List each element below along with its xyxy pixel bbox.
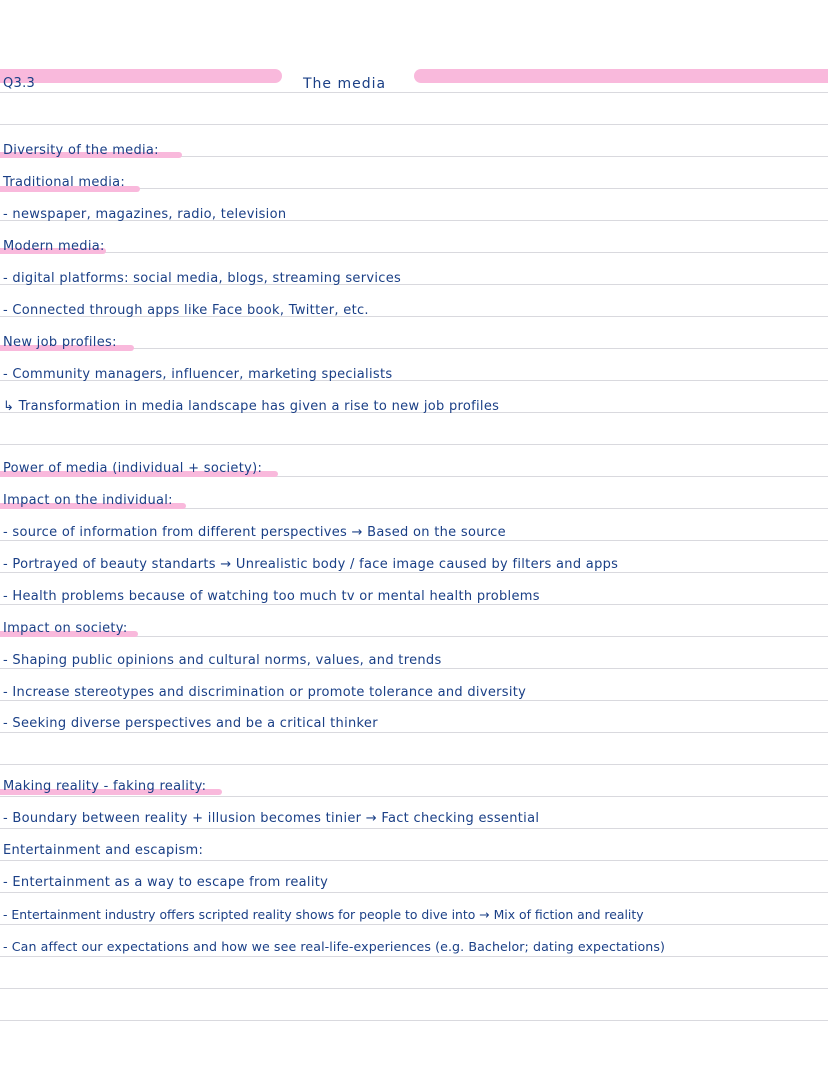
note-line: - newspaper, magazines, radio, television: [3, 207, 287, 222]
lesson-code: Q3.3: [3, 76, 36, 91]
rule-line: [0, 1020, 828, 1021]
note-line: - Shaping public opinions and cultural norms, values, and trends: [3, 653, 442, 668]
section-heading-diversity: Diversity of the media:: [3, 143, 159, 158]
note-line: ↳ Transformation in media landscape has given a rise to new job profiles: [3, 399, 500, 414]
section-heading-power-of-media: Power of media (individual + society):: [3, 461, 263, 476]
subheading-impact-individual: Impact on the individual:: [3, 493, 173, 508]
note-line: - Connected through apps like Face book, Twitter, etc.: [3, 303, 369, 318]
note-line: - Boundary between reality + illusion becomes tinier → Fact checking essential: [3, 811, 540, 826]
subheading-traditional-media: Traditional media:: [3, 175, 126, 190]
note-line: - Entertainment industry offers scripted reality shows for people to dive into → Mix of fiction and reality: [3, 907, 644, 922]
note-line: - Can affect our expectations and how we see real-life-experiences (e.g. Bachelor; dating expectations): [3, 939, 666, 954]
title-highlight-right: [414, 69, 828, 83]
rule-line: [0, 988, 828, 989]
page-title: The media: [303, 76, 387, 92]
note-line: - digital platforms: social media, blogs, streaming services: [3, 271, 402, 286]
note-line: - Seeking diverse perspectives and be a critical thinker: [3, 716, 378, 731]
subheading-entertainment: Entertainment and escapism:: [3, 843, 204, 858]
note-line: - Health problems because of watching too much tv or mental health problems: [3, 589, 540, 604]
note-line: - Entertainment as a way to escape from reality: [3, 875, 329, 890]
note-line: - source of information from different perspectives → Based on the source: [3, 525, 506, 540]
title-highlight-left: [0, 69, 282, 83]
note-line: - Portrayed of beauty standarts → Unrealistic body / face image caused by filters and apps: [3, 557, 619, 572]
rule-line: [0, 124, 828, 125]
rule-line: [0, 764, 828, 765]
subheading-modern-media: Modern media:: [3, 239, 105, 254]
section-heading-making-reality: Making reality - faking reality:: [3, 779, 207, 794]
rule-line: [0, 92, 828, 93]
rule-line: [0, 252, 828, 253]
rule-line: [0, 444, 828, 445]
subheading-new-job-profiles: New job profiles:: [3, 335, 117, 350]
note-line: - Community managers, influencer, marketing specialists: [3, 367, 393, 382]
subheading-impact-society: Impact on society:: [3, 621, 128, 636]
note-line: - Increase stereotypes and discrimination or promote tolerance and diversity: [3, 685, 527, 700]
